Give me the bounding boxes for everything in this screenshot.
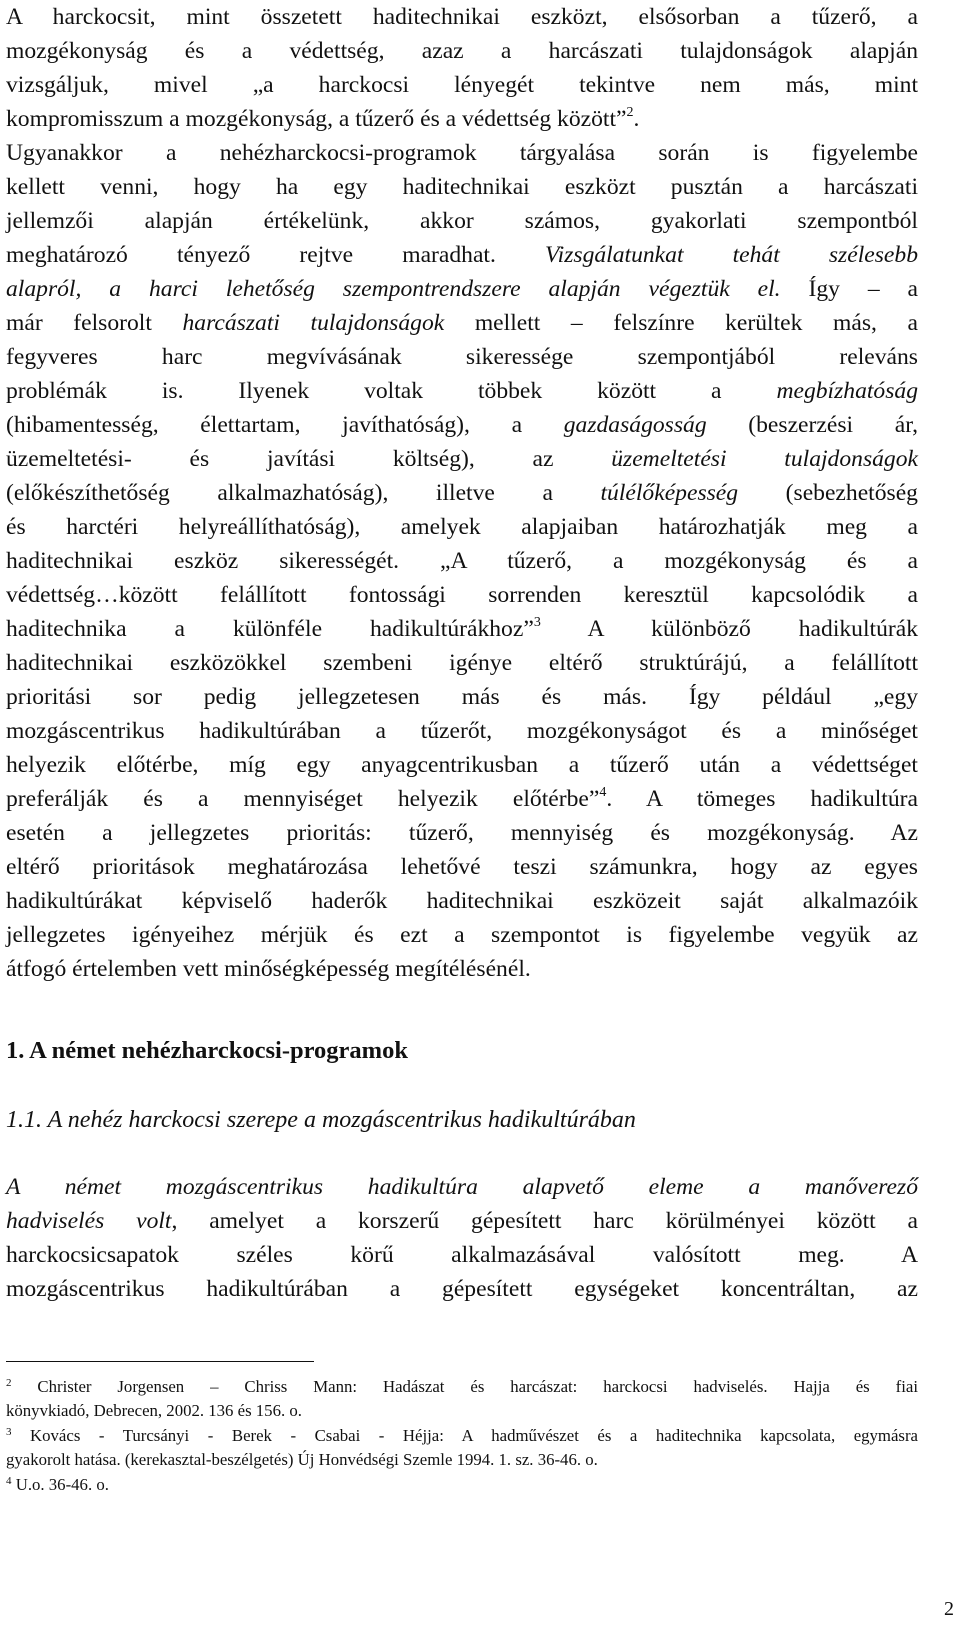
body-text-line [6, 1238, 918, 1272]
text: haditechnikai eszköz sikerességét. „A tűzerő, a mozgékonyság és a [6, 548, 918, 574]
footnote-separator [6, 1361, 314, 1362]
text: (előkészíthetőség alkalmazhatóság), illetve a [6, 480, 601, 506]
body-text-line [6, 204, 918, 238]
text: és harctéri helyreállíthatóság), amelyek alapjaiban határozhatják meg a [6, 514, 918, 540]
text: védettség…között felállított fontossági sorrenden keresztül kapcsolódik a [6, 582, 918, 608]
text: helyezik előtérbe, míg egy anyagcentrikusban a tűzerő után a védettséget [6, 752, 918, 778]
body-text-line [6, 68, 918, 102]
text: átfogó értelemben vett minőségképesség megítélésénél. [6, 956, 531, 982]
text: jellegzetes igényeihez mérjük és ezt a szempontot is figyelembe vegyük az [6, 922, 918, 948]
text: hadikultúrákat képviselő haderők haditechnikai eszközeit saját alkalmazóik [6, 888, 918, 914]
text: fegyveres harc megvívásának sikeressége szempontjából releváns [6, 344, 918, 370]
footnote-number: 3 [6, 1426, 12, 1438]
italic-text: harcászati tulajdonságok [182, 310, 445, 336]
footnote-ref[interactable]: 3 [533, 615, 541, 630]
footnote-number: 2 [6, 1377, 12, 1389]
italic-text: túlélőképesség [600, 480, 739, 506]
body-text-line [6, 0, 918, 34]
footnote-2 [6, 1375, 918, 1399]
italic-text: hadviselés volt [6, 1208, 172, 1234]
body-text-line [6, 578, 918, 612]
text: vizsgáljuk, mivel „a harckocsi lényegét tekintve nem más, mint [6, 72, 918, 98]
text: A különböző hadikultúrák [540, 616, 919, 642]
footnote-number: 4 [6, 1475, 12, 1487]
text: A harckocsit, mint összetett haditechnikai eszközt, elsősorban a tűzerő, a [6, 4, 918, 30]
footnote-text: U.o. 36-46. o. [11, 1475, 109, 1494]
italic-text: gazdaságosság [563, 412, 707, 438]
italic-text: A német mozgáscentrikus hadikultúra alapvető eleme a manőverező [6, 1174, 918, 1200]
footnote-text: gyakorolt hatása. (kerekasztal-beszélgetés) Új Honvédségi Szemle 1994. 1. sz. 36-46. o. [6, 1450, 598, 1469]
body-text-line [6, 102, 918, 136]
section-heading: 1. A német nehézharckocsi-programok [6, 1037, 408, 1064]
footnote-4 [6, 1473, 918, 1497]
footnote-3 [6, 1424, 918, 1448]
body-text-line [6, 1204, 918, 1238]
text: (hibamentesség, élettartam, javíthatóság), a [6, 412, 564, 438]
body-text-line [6, 136, 918, 170]
italic-text: Vizsgálatunkat tehát szélesebb [545, 242, 918, 268]
text: mozgékonyság és a védettség, azaz a harcászati tulajdonságok alapján [6, 38, 918, 64]
body-text-line [6, 714, 918, 748]
text: preferálják és a mennyiséget helyezik előtérbe” [6, 786, 600, 812]
body-text-line [6, 544, 918, 578]
body-text-line [6, 1170, 918, 1204]
text: . [633, 106, 640, 132]
body-text-line [6, 1272, 918, 1306]
footnote-ref[interactable]: 4 [599, 785, 607, 800]
footnote-text: Kovács - Turcsányi - Berek - Csabai - Héjja: A hadművészet és a haditechnika kapcsolata, egymásra [11, 1426, 918, 1445]
footnote-text: Christer Jorgensen – Chriss Mann: Hadászat és harcászat: harckocsi hadviselés. Hajja és fiai [11, 1377, 918, 1396]
page-number: 2 [944, 1598, 954, 1620]
text: kompromisszum a mozgékonyság, a tűzerő és a védettség között” [6, 106, 627, 132]
body-text-line [6, 306, 918, 340]
text: mozgáscentrikus hadikultúrában a gépesített egységeket koncentráltan, az [6, 1276, 918, 1302]
text: (beszerzési ár, [706, 412, 918, 438]
text: Így – a [780, 276, 918, 302]
footnote-text: könyvkiadó, Debrecen, 2002. 136 és 156. o. [6, 1401, 302, 1420]
text: (sebezhetőség [738, 480, 918, 506]
body-text-line [6, 918, 918, 952]
italic-text: alapról, a harci lehetőség szempontrendszere alapján végeztük el. [6, 276, 781, 302]
text: , amelyet a korszerű gépesített harc körülményei között a [171, 1208, 918, 1234]
body-text-line [6, 850, 918, 884]
body-text-line [6, 952, 918, 986]
footnote-3-cont [6, 1448, 918, 1472]
body-text-line [6, 408, 918, 442]
body-text-line [6, 374, 918, 408]
body-text-line [6, 476, 918, 510]
body-text-line [6, 238, 918, 272]
text: meghatározó tényező rejtve maradhat. [6, 242, 545, 268]
text: problémák is. Ilyenek voltak többek között a [6, 378, 777, 404]
body-text-line [6, 34, 918, 68]
text: prioritási sor pedig jellegzetesen más és más. Így például „egy [6, 684, 918, 710]
body-text-line [6, 340, 918, 374]
text: jellemzői alapján értékelünk, akkor számos, gyakorlati szempontból [6, 208, 918, 234]
text: kellett venni, hogy ha egy haditechnikai eszközt pusztán a harcászati [6, 174, 918, 200]
body-text-line [6, 272, 918, 306]
text: már felsorolt [6, 310, 183, 336]
body-text-line [6, 816, 918, 850]
text: mozgáscentrikus hadikultúrában a tűzerőt, mozgékonyságot és a minőséget [6, 718, 918, 744]
body-text-line [6, 680, 918, 714]
body-text-line [6, 748, 918, 782]
body-text-line [6, 646, 918, 680]
text: haditechnika a különféle hadikultúrákhoz” [6, 616, 534, 642]
italic-text: üzemeltetési tulajdonságok [611, 446, 918, 472]
body-text-line [6, 884, 918, 918]
text: . A tömeges hadikultúra [606, 786, 918, 812]
body-text-line [6, 170, 918, 204]
body-text-line [6, 510, 918, 544]
text: mellett – felszínre kerültek más, a [444, 310, 918, 336]
body-text-line [6, 442, 918, 476]
footnote-ref[interactable]: 2 [626, 105, 634, 120]
text: haditechnikai eszközökkel szembeni igénye eltérő struktúrájú, a felállított [6, 650, 918, 676]
subsection-heading: 1.1. A nehéz harckocsi szerepe a mozgáscentrikus hadikultúrában [6, 1107, 636, 1133]
text: esetén a jellegzetes prioritás: tűzerő, mennyiség és mozgékonyság. Az [6, 820, 918, 846]
footnote-2-cont [6, 1399, 918, 1423]
text: üzemeltetési- és javítási költség), az [6, 446, 612, 472]
body-text-line [6, 782, 918, 816]
text: Ugyanakkor a nehézharckocsi-programok tárgyalása során is figyelembe [6, 140, 918, 166]
text: eltérő prioritások meghatározása lehetővé teszi számunkra, hogy az egyes [6, 854, 918, 880]
body-text-line [6, 612, 918, 646]
italic-text: megbízhatóság [776, 378, 918, 404]
text: harckocsicsapatok széles körű alkalmazásával valósított meg. A [6, 1242, 918, 1268]
